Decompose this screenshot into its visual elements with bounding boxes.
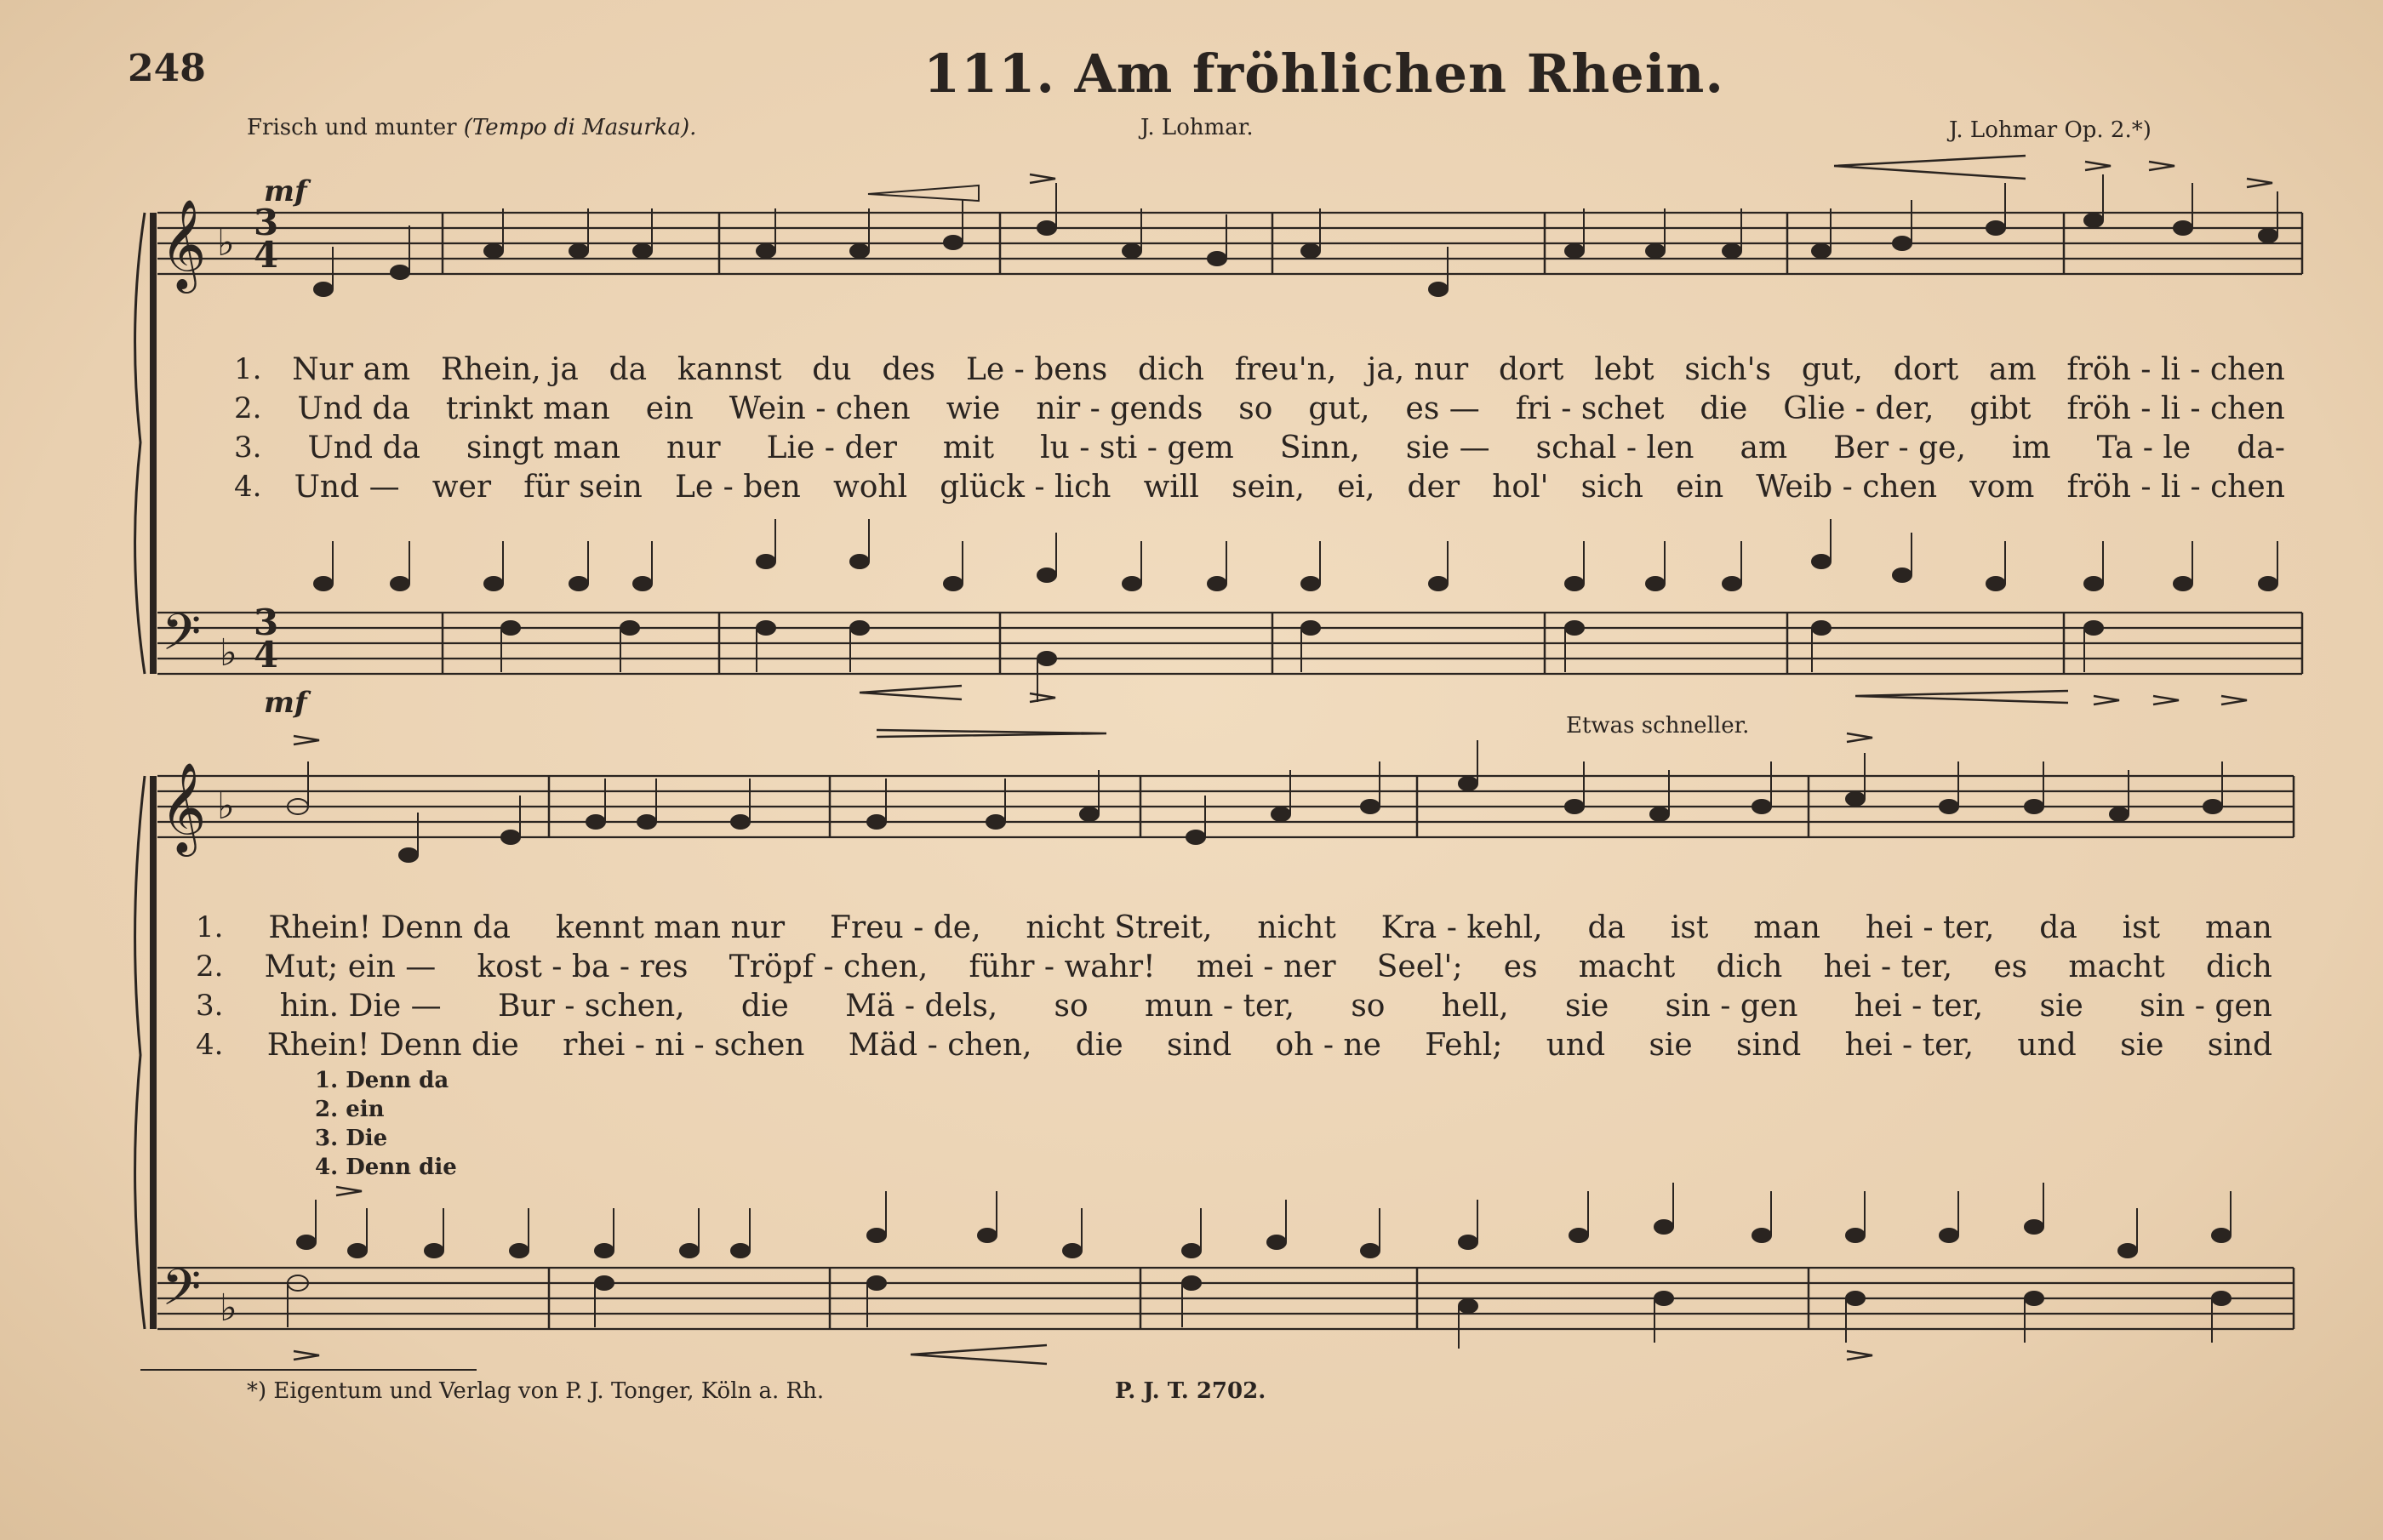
notes-treble-1: [314, 174, 2277, 296]
lyric-syllable: Rhein! Denn die: [266, 1028, 519, 1063]
lyric-syllable: sein,: [1232, 470, 1305, 505]
verse-number: 3.: [234, 431, 262, 465]
lyric-syllable: führ - wahr!: [969, 950, 1156, 984]
lyric-syllable: dort: [1893, 352, 1959, 387]
lyric-syllable: der: [1407, 470, 1460, 505]
lyric-syllable: sin - gen: [2140, 989, 2272, 1024]
lyric-syllable: vom: [1969, 470, 2035, 505]
lyric-syllable: sind: [1166, 1028, 1232, 1063]
verse-number: 4.: [234, 470, 262, 504]
lyric-syllable: die: [1700, 391, 1748, 426]
lyric-syllable: da: [2039, 910, 2077, 945]
lyric-syllable: Bur - schen,: [497, 989, 685, 1024]
time-signature-bottom: 4: [254, 234, 279, 276]
verse-number: 1.: [234, 352, 262, 386]
time-signature-bottom: 4: [254, 634, 279, 676]
lyric-syllable: da: [609, 352, 648, 387]
lyric-syllable: Und da: [307, 431, 420, 465]
lyric-syllable: will: [1143, 470, 1199, 505]
time-signature-top: 3: [254, 202, 279, 243]
lyric-syllable: gut,: [1801, 352, 1863, 387]
song-title: 111. Am fröhlichen Rhein.: [923, 43, 1724, 105]
lyric-syllable: hei - ter,: [1854, 989, 1984, 1024]
lyric-syllable: hei - ter,: [1823, 950, 1953, 984]
lyric-syllable: ja, nur: [1367, 352, 1469, 387]
lyric-syllable: am: [1988, 352, 2037, 387]
lyric-syllable: sie —: [1405, 431, 1490, 465]
lyric-syllable: und: [1546, 1028, 1606, 1063]
lyric-syllable: so: [1054, 989, 1089, 1024]
treble-clef-icon: 𝄞: [160, 198, 207, 289]
lyric-syllable: Weib - chen: [1756, 470, 1938, 505]
lyric-syllable: macht: [2068, 950, 2165, 984]
lyric-syllable: hell,: [1441, 989, 1509, 1024]
lyric-syllable: fri - schet: [1515, 391, 1665, 426]
lyric-syllable: Nur am: [292, 352, 411, 387]
footnote: *) Eigentum und Verlag von P. J. Tonger, Köln a. Rh.: [247, 1378, 825, 1404]
page-number: 248: [128, 47, 206, 90]
verse-number: 3.: [196, 989, 224, 1023]
lyric-syllable: wie: [946, 391, 1001, 426]
verse-number: 1.: [196, 910, 224, 944]
alt-line-3: 3. Die: [315, 1126, 388, 1151]
flat-icon: ♭: [220, 631, 237, 675]
verse-number: 4.: [196, 1028, 224, 1062]
lyric-syllable: Seel';: [1376, 950, 1463, 984]
alt-lyric-lines: [315, 1066, 457, 1182]
system-brackets: [135, 213, 153, 1329]
flat-icon: ♭: [220, 1286, 237, 1330]
lyric-syllable: dich: [1138, 352, 1204, 387]
lyric-syllable: es: [1503, 950, 1538, 984]
lyric-syllable: freu'n,: [1234, 352, 1337, 387]
staff-bass-1: [157, 613, 2302, 674]
lyric-syllable: da: [1587, 910, 1626, 945]
alt-line-4: 4. Denn die: [315, 1155, 457, 1180]
lyric-syllable: hin. Die —: [279, 989, 442, 1024]
lyric-syllable: sind: [1736, 1028, 1802, 1063]
alt-line-1: 1. Denn da: [315, 1068, 449, 1093]
lyric-syllable: am: [1740, 431, 1788, 465]
verse-number: 2.: [196, 950, 224, 984]
lyric-syllable: ein: [1676, 470, 1724, 505]
tempo-italic: (Tempo di Masurka).: [463, 115, 697, 140]
lyric-syllable: schal - len: [1535, 431, 1694, 465]
time-signature-treble: [254, 202, 279, 276]
staff-treble-1: [157, 213, 2302, 274]
bass-clef-icon: 𝄢: [162, 1258, 202, 1329]
lyric-syllable: für sein: [523, 470, 643, 505]
lyric-syllable: sich: [1580, 470, 1643, 505]
tempo-change: Etwas schneller.: [1566, 713, 1750, 739]
lyric-syllable: Sinn,: [1279, 431, 1360, 465]
dynamic-mf-treble: mf: [264, 174, 307, 208]
lyric-syllable: im: [2011, 431, 2051, 465]
lyric-syllable: des: [882, 352, 936, 387]
time-signature-bass: [254, 602, 279, 676]
lyric-syllable: lebt: [1594, 352, 1654, 387]
verse-number: 2.: [234, 391, 262, 425]
lyric-syllable: Wein - chen: [729, 391, 911, 426]
lyric-syllable: Freu - de,: [830, 910, 981, 945]
lyric-syllable: fröh - li - chen: [2066, 470, 2285, 505]
notes-bass-2: [288, 1183, 2231, 1349]
alt-line-2: 2. ein: [315, 1097, 385, 1122]
lyric-syllable: ist: [1670, 910, 1709, 945]
lyric-syllable: hei - ter,: [1844, 1028, 1974, 1063]
lyric-syllable: dich: [2205, 950, 2272, 984]
lyric-syllable: ei,: [1337, 470, 1375, 505]
lyric-syllable: kennt man nur: [555, 910, 786, 945]
lyric-syllable: du: [812, 352, 852, 387]
lyric-syllable: dort: [1498, 352, 1564, 387]
lyric-syllable: gut,: [1308, 391, 1370, 426]
lyric-syllable: Fehl;: [1425, 1028, 1503, 1063]
lyric-syllable: trinkt man: [445, 391, 610, 426]
lyric-syllable: ein: [645, 391, 694, 426]
lyric-syllable: mun - ter,: [1144, 989, 1295, 1024]
lyric-syllable: Mut; ein —: [264, 950, 437, 984]
lyric-syllable: Le - ben: [675, 470, 801, 505]
verse-line-4: [196, 1028, 2272, 1063]
lyric-syllable: Tröpf - chen,: [729, 950, 929, 984]
lyric-syllable: sind: [2207, 1028, 2272, 1063]
lyric-syllable: gibt: [1969, 391, 2032, 426]
lyric-syllable: Und da: [297, 391, 410, 426]
lyric-syllable: glück - lich: [940, 470, 1111, 505]
verse-line-3: [196, 989, 2272, 1024]
lyric-syllable: Lie - der: [766, 431, 897, 465]
lyric-syllable: die: [740, 989, 789, 1024]
tempo-text: Frisch und munter: [247, 115, 457, 140]
composer: J. Lohmar Op. 2.*): [1949, 117, 2152, 143]
bass-clef-icon: 𝄢: [162, 602, 202, 674]
lyric-syllable: nir - gends: [1036, 391, 1203, 426]
staff-bass-2: [157, 1268, 2294, 1329]
lyric-syllable: dich: [1716, 950, 1783, 984]
lyric-syllable: und: [2017, 1028, 2077, 1063]
lyric-syllable: sie: [1565, 989, 1609, 1024]
lyric-syllable: wer: [431, 470, 492, 505]
lyric-syllable: singt man: [466, 431, 620, 465]
lyric-syllable: da-: [2237, 431, 2285, 465]
lyric-syllable: nur: [666, 431, 721, 465]
plate-number: P. J. T. 2702.: [1115, 1378, 1266, 1404]
notes-treble-2: [288, 740, 2222, 862]
lyric-syllable: sie: [2120, 1028, 2164, 1063]
dynamic-mf-bass: mf: [264, 686, 307, 720]
treble-clef-icon: 𝄞: [160, 761, 207, 853]
verse-line-1: [234, 352, 2285, 387]
verse-line-1: [196, 910, 2272, 945]
lyric-syllable: es: [1993, 950, 2028, 984]
flat-icon: ♭: [217, 221, 235, 265]
lyric-syllable: man: [1753, 910, 1820, 945]
flat-icon: ♭: [217, 784, 235, 828]
verse-line-2: [234, 391, 2285, 426]
staff-treble-2: [157, 776, 2294, 837]
lyric-syllable: es —: [1405, 391, 1480, 426]
lyric-syllable: Mäd - chen,: [848, 1028, 1032, 1063]
lyric-syllable: fröh - li - chen: [2066, 391, 2285, 426]
lyric-syllable: Mä - dels,: [845, 989, 998, 1024]
lyric-syllable: rhei - ni - schen: [563, 1028, 805, 1063]
verse-line-4: [234, 470, 2285, 505]
lyric-syllable: Ta - le: [2096, 431, 2192, 465]
lyric-syllable: so: [1238, 391, 1273, 426]
lyric-syllable: nicht Streit,: [1026, 910, 1213, 945]
lyric-syllable: ist: [2122, 910, 2161, 945]
lyric-syllable: hol': [1492, 470, 1549, 505]
lyric-syllable: sie: [1649, 1028, 1693, 1063]
lyric-syllable: macht: [1578, 950, 1676, 984]
lyric-syllable: fröh - li - chen: [2066, 352, 2285, 387]
lyric-syllable: Ber - ge,: [1833, 431, 1966, 465]
verse-line-3: [234, 431, 2285, 465]
lyric-syllable: so: [1351, 989, 1386, 1024]
lyric-syllable: mei - ner: [1196, 950, 1336, 984]
lyric-syllable: mit: [942, 431, 995, 465]
lyric-syllable: oh - ne: [1275, 1028, 1381, 1063]
lyric-syllable: sie: [2039, 989, 2083, 1024]
lyric-syllable: Rhein! Denn da: [268, 910, 511, 945]
lyric-syllable: Kra - kehl,: [1380, 910, 1543, 945]
lyric-syllable: Und —: [294, 470, 400, 505]
lyric-syllable: sin - gen: [1665, 989, 1798, 1024]
lyric-syllable: kost - ba - res: [477, 950, 689, 984]
dynamic-hairpins: [294, 156, 2272, 1364]
lyric-syllable: nicht: [1257, 910, 1336, 945]
verse-line-2: [196, 950, 2272, 984]
time-signature-top: 3: [254, 602, 279, 643]
lyric-syllable: kannst: [677, 352, 782, 387]
lyric-syllable: die: [1075, 1028, 1123, 1063]
lyric-syllable: hei - ter,: [1865, 910, 1995, 945]
lyric-syllable: sich's: [1684, 352, 1772, 387]
lyric-syllable: Rhein, ja: [440, 352, 579, 387]
lyric-syllable: wohl: [832, 470, 908, 505]
lyricist: J. Lohmar.: [1140, 115, 1254, 140]
lyric-syllable: man: [2205, 910, 2272, 945]
lyric-syllable: lu - sti - gem: [1040, 431, 1234, 465]
lyric-syllable: Le - bens: [965, 352, 1108, 387]
lyric-syllable: Glie - der,: [1783, 391, 1934, 426]
